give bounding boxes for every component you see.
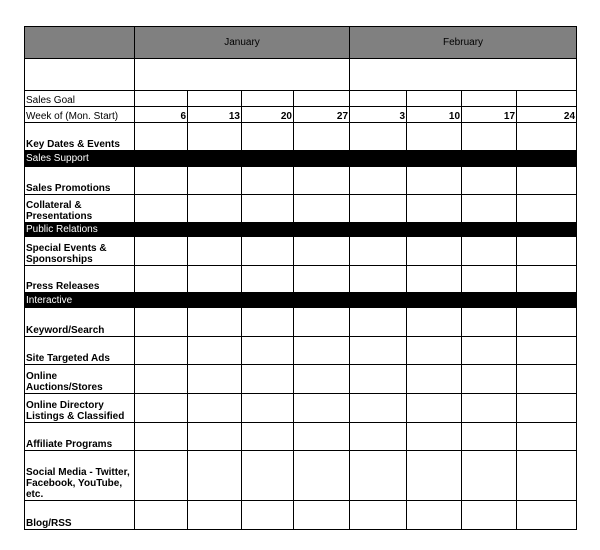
cell[interactable] [294,365,350,394]
label-line: Presentations [26,211,93,222]
cell[interactable] [188,195,242,223]
marketing-calendar-grid [24,26,577,530]
cell[interactable] [294,91,350,107]
cell[interactable] [135,167,188,195]
press-releases-row [25,266,577,293]
cell[interactable] [294,308,350,337]
cell[interactable] [350,451,407,501]
cell[interactable] [294,266,350,293]
keyword-search-row [25,308,577,337]
cell[interactable] [350,337,407,365]
cell[interactable] [294,195,350,223]
label-line: Sponsorships [26,254,93,265]
cell[interactable] [188,237,242,266]
cell[interactable] [188,423,242,451]
blog-rss-row [25,501,577,530]
cell[interactable] [350,394,407,423]
cell[interactable] [242,195,294,223]
cell[interactable] [242,451,294,501]
online-directory-label[interactable] [25,394,135,423]
cell[interactable] [517,91,577,107]
cell[interactable] [188,451,242,501]
cell[interactable] [242,91,294,107]
key-dates-label[interactable]: Key Dates & Events [25,123,135,151]
site-targeted-ads-label[interactable]: Site Targeted Ads [25,337,135,365]
cell[interactable] [294,123,350,151]
cell[interactable] [407,91,462,107]
social-media-row [25,451,577,501]
label-line: Social Media - Twitter, [26,467,130,478]
cell[interactable] [407,123,462,151]
cell[interactable] [135,394,188,423]
cell[interactable] [135,451,188,501]
cell[interactable] [350,91,407,107]
cell[interactable] [407,195,462,223]
cell[interactable] [135,266,188,293]
blank-row [25,59,577,91]
cell[interactable] [135,365,188,394]
cell[interactable] [407,423,462,451]
label-line: Facebook, YouTube, [26,478,123,489]
sales-goal-label[interactable]: Sales Goal [25,91,135,107]
week-cell[interactable]: 3 [350,107,407,123]
cell[interactable] [517,167,577,195]
cell[interactable] [462,308,517,337]
cell[interactable] [188,337,242,365]
site-targeted-ads-row [25,337,577,365]
cell[interactable] [407,266,462,293]
week-cell[interactable]: 20 [242,107,294,123]
cell[interactable] [462,337,517,365]
month-january[interactable]: January [135,27,350,59]
cell[interactable] [135,195,188,223]
cell[interactable] [350,237,407,266]
cell[interactable] [242,501,294,530]
cell[interactable] [517,501,577,530]
cell[interactable] [462,423,517,451]
cell[interactable] [294,337,350,365]
cell[interactable] [517,266,577,293]
week-cell[interactable]: 17 [462,107,517,123]
cell[interactable] [294,167,350,195]
collateral-label[interactable] [25,195,135,223]
cell[interactable] [407,394,462,423]
cell[interactable] [350,501,407,530]
cell[interactable] [462,365,517,394]
cell[interactable] [350,123,407,151]
label-line: Online Directory [26,400,104,411]
cell[interactable] [135,91,188,107]
online-auctions-label[interactable]: Online Auctions/Stores [25,365,135,394]
week-cell[interactable]: 10 [407,107,462,123]
cell[interactable] [135,337,188,365]
cell[interactable] [135,308,188,337]
cell[interactable] [517,423,577,451]
affiliate-programs-label[interactable]: Affiliate Programs [25,423,135,451]
cell[interactable] [462,167,517,195]
section-public-relations[interactable]: Public Relations [25,223,577,237]
label-line: Listings & Classified [26,411,125,422]
sales-goal-row [25,91,577,107]
cell[interactable] [462,451,517,501]
affiliate-programs-row [25,423,577,451]
cell[interactable] [407,451,462,501]
cell[interactable] [135,59,350,91]
cell[interactable] [350,365,407,394]
special-events-row [25,237,577,266]
section-band [25,151,577,167]
sales-promotions-label[interactable]: Sales Promotions [25,167,135,195]
week-cell[interactable]: 13 [188,107,242,123]
cell[interactable] [294,237,350,266]
cell[interactable] [350,308,407,337]
month-header-row [25,27,577,59]
cell[interactable] [517,365,577,394]
online-auctions-row [25,365,577,394]
press-releases-label[interactable]: Press Releases [25,266,135,293]
cell[interactable] [242,394,294,423]
week-cell[interactable]: 6 [135,107,188,123]
cell[interactable] [407,337,462,365]
cell[interactable] [462,91,517,107]
cell[interactable] [294,451,350,501]
section-band [25,293,577,308]
cell[interactable] [462,501,517,530]
cell[interactable] [350,266,407,293]
cell[interactable] [350,59,577,91]
cell[interactable] [294,501,350,530]
cell[interactable] [188,91,242,107]
keyword-search-label[interactable]: Keyword/Search [25,308,135,337]
cell[interactable] [350,423,407,451]
cell[interactable] [242,365,294,394]
cell[interactable] [242,337,294,365]
cell[interactable] [135,423,188,451]
cell[interactable] [242,423,294,451]
special-events-label[interactable] [25,237,135,266]
week-cell[interactable]: 27 [294,107,350,123]
cell[interactable] [462,394,517,423]
week-label[interactable]: Week of (Mon. Start) [25,107,135,123]
cell[interactable] [517,195,577,223]
cell[interactable] [462,123,517,151]
online-directory-row [25,394,577,423]
label-line: Collateral & [26,200,82,211]
cell[interactable] [188,167,242,195]
cell[interactable] [242,167,294,195]
cell[interactable] [462,266,517,293]
cell[interactable] [407,167,462,195]
cell[interactable] [242,123,294,151]
cell[interactable] [294,394,350,423]
cell[interactable] [188,501,242,530]
section-interactive[interactable]: Interactive [25,293,577,308]
cell[interactable] [407,365,462,394]
cell[interactable] [135,123,188,151]
section-band [25,223,577,237]
cell[interactable] [135,501,188,530]
cell[interactable] [242,266,294,293]
week-row [25,107,577,123]
week-cell[interactable]: 24 [517,107,577,123]
blog-rss-label[interactable]: Blog/RSS [25,501,135,530]
cell[interactable] [462,237,517,266]
cell[interactable] [407,308,462,337]
collateral-row [25,195,577,223]
cell[interactable] [350,167,407,195]
key-dates-row [25,123,577,151]
cell[interactable] [407,501,462,530]
sales-promotions-row [25,167,577,195]
cell[interactable] [242,308,294,337]
section-sales-support[interactable]: Sales Support [25,151,577,167]
cell[interactable] [462,195,517,223]
cell[interactable] [188,394,242,423]
cell[interactable] [517,237,577,266]
social-media-label[interactable] [25,451,135,501]
cell[interactable] [188,266,242,293]
month-february[interactable]: February [350,27,577,59]
cell[interactable] [517,337,577,365]
label-line: etc. [26,489,44,500]
cell[interactable] [517,394,577,423]
cell[interactable] [188,365,242,394]
corner-cell[interactable] [25,27,135,59]
label-line: Special Events & [26,243,107,254]
cell[interactable] [135,237,188,266]
cell[interactable] [517,123,577,151]
cell[interactable] [517,451,577,501]
cell[interactable] [517,308,577,337]
cell[interactable] [350,195,407,223]
cell[interactable] [407,237,462,266]
cell[interactable] [242,237,294,266]
cell[interactable] [25,59,135,91]
cell[interactable] [188,308,242,337]
cell[interactable] [294,423,350,451]
cell[interactable] [188,123,242,151]
